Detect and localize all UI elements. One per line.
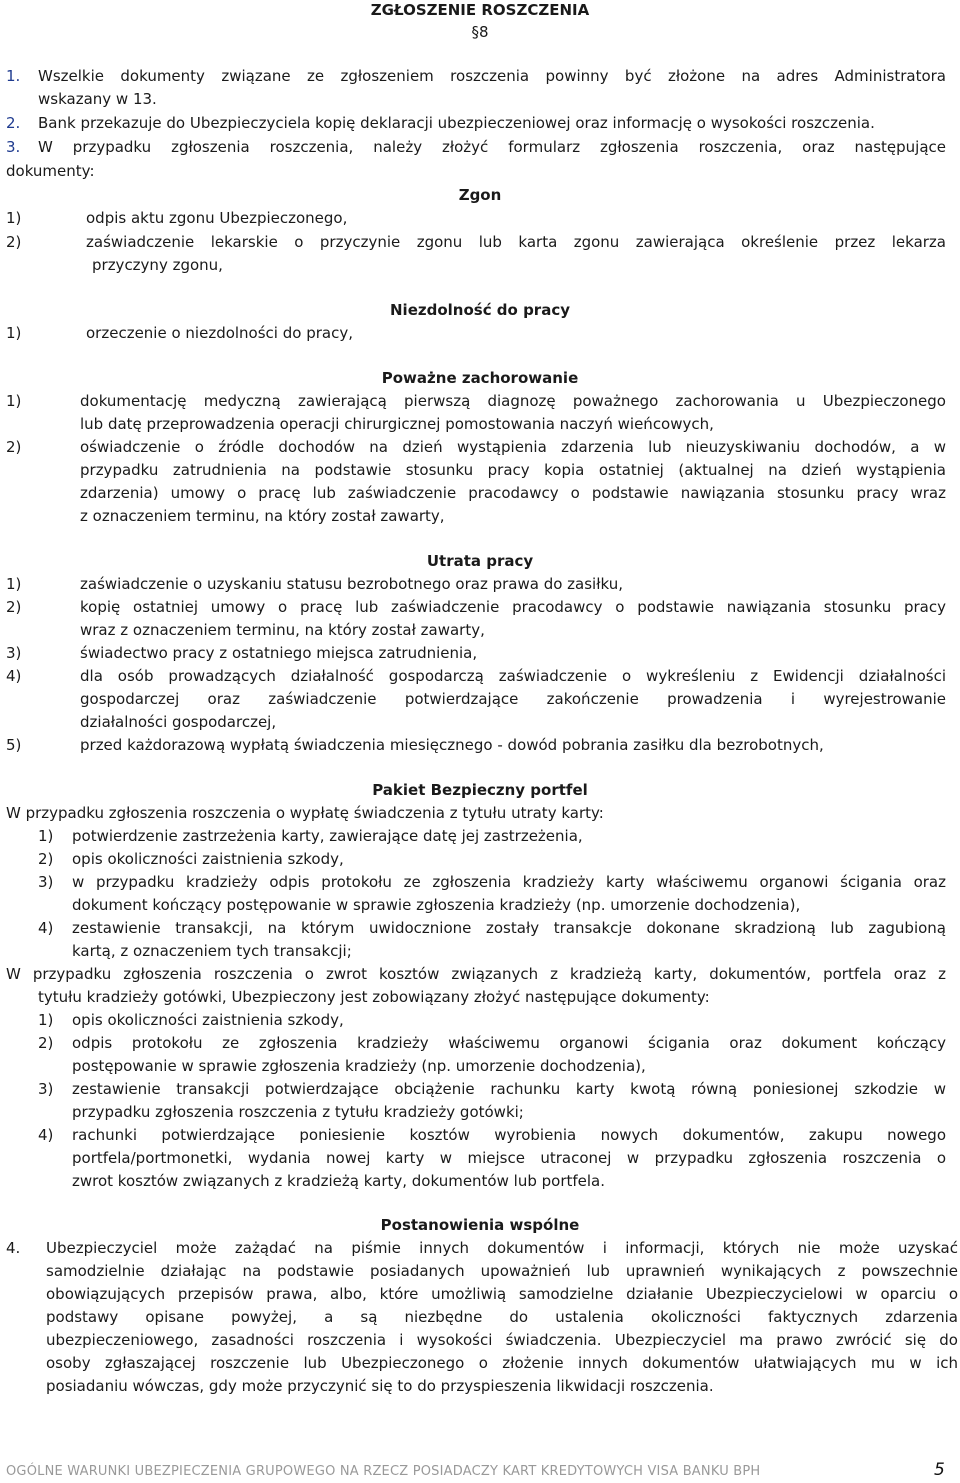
- list-item: odpis protokołu ze zgłoszenia kradzieży właściwemu organowi ścigania oraz dokument kończący: [72, 1034, 946, 1052]
- list-item: rachunki potwierdzające poniesienie kosztów wyrobienia nowych dokumentów, zakupu nowego: [72, 1126, 946, 1144]
- list-item: oświadczenie o źródle dochodów na dzień wystąpienia zdarzenia lub nieuzyskiwaniu dochodów, a w: [80, 438, 946, 456]
- list-item: zdarzenia) umowy o pracę lub zaświadczenie pracodawcy o podstawie nawiązania stosunku pracy wraz: [80, 484, 946, 502]
- item-number: 2): [6, 233, 22, 251]
- item-number: 1): [6, 209, 22, 227]
- item-number: 2): [6, 598, 22, 616]
- paragraph-line: dokumenty:: [6, 162, 95, 180]
- item-number: 2): [38, 1034, 54, 1052]
- list-item: zaświadczenie lekarskie o przyczynie zgonu lub karta zgonu zawierająca określenie przez lekarza: [86, 233, 946, 251]
- list-item: przypadku zatrudnienia na podstawie stosunku pracy kopia ostatniej (aktualnej na dzień wystąpienia: [80, 461, 946, 479]
- paragraph-line: obowiązujących przepisów prawa, albo, które umożliwią samodzielne działanie Ubezpieczycielowi w oparciu o: [46, 1285, 958, 1303]
- list-item: działalności gospodarczej,: [80, 713, 277, 731]
- list-item: postępowanie w sprawie zgłoszenia kradzieży (np. umorzenie dochodzenia),: [72, 1057, 646, 1075]
- document-title: ZGŁOSZENIE ROSZCZENIA: [370, 1, 590, 19]
- page-footer: OGÓLNE WARUNKI UBEZPIECZENIA GRUPOWEGO NA RZECZ POSIADACZY KART KREDYTOWYCH VISA BANKU BPH: [6, 1464, 761, 1479]
- section-heading: Poważne zachorowanie: [381, 369, 579, 387]
- list-item: przed każdorazową wypłatą świadczenia miesięcznego - dowód pobrania zasiłku dla bezrobotnych,: [80, 736, 824, 754]
- list-item: zwrot kosztów związanych z kradzieżą karty, dokumentów lub portfela.: [72, 1172, 605, 1190]
- item-number: 4): [6, 667, 22, 685]
- item-number: 2.: [6, 114, 21, 132]
- item-number: 4): [38, 1126, 54, 1144]
- paragraph-line: podstawy opisane powyżej, a są niezbędne do ustalenia okoliczności faktycznych zdarzenia: [46, 1308, 958, 1326]
- list-item: zestawienie transakcji potwierdzające obciążenie rachunku karty kwotą równą poniesionej szkodzie w: [72, 1080, 946, 1098]
- list-item: przypadku zgłoszenia roszczenia z tytułu kradzieży gotówki;: [72, 1103, 524, 1121]
- item-number: 2): [6, 438, 22, 456]
- item-number: 3): [38, 873, 54, 891]
- list-item: opis okoliczności zaistnienia szkody,: [72, 1011, 344, 1029]
- list-item: kartą, z oznaczeniem tych transakcji;: [72, 942, 352, 960]
- item-number: 1.: [6, 67, 21, 85]
- paragraph-line: tytułu kradzieży gotówki, Ubezpieczony jest zobowiązany złożyć następujące dokumenty:: [38, 988, 710, 1006]
- section-number: §8: [471, 23, 489, 41]
- paragraph-line: wskazany w 13.: [38, 90, 157, 108]
- paragraph-line: W przypadku zgłoszenia roszczenia, należy złożyć formularz zgłoszenia roszczenia, oraz następujące: [38, 138, 946, 156]
- item-number: 3): [38, 1080, 54, 1098]
- paragraph-line: posiadaniu wówczas, gdy może przyczynić się to do przyspieszenia likwidacji roszczenia.: [46, 1377, 714, 1395]
- section-heading: Utrata pracy: [426, 552, 534, 570]
- paragraph-line: osoby zgłaszającej roszczenie lub Ubezpieczonego o złożenie innych dokumentów ułatwiających mu w ich: [46, 1354, 958, 1372]
- item-number: 1): [38, 1011, 54, 1029]
- item-number: 5): [6, 736, 22, 754]
- list-item: dokumentację medyczną zawierającą pierwszą diagnozę poważnego zachorowania u Ubezpieczonego: [80, 392, 946, 410]
- list-item: opis okoliczności zaistnienia szkody,: [72, 850, 344, 868]
- list-item: z oznaczeniem terminu, na który został zawarty,: [80, 507, 445, 525]
- paragraph-line: W przypadku zgłoszenia roszczenia o zwrot kosztów związanych z kradzieżą karty, dokumentów, portfela oraz z: [6, 965, 946, 983]
- paragraph-line: W przypadku zgłoszenia roszczenia o wypłatę świadczenia z tytułu utraty karty:: [6, 804, 604, 822]
- item-number: 3): [6, 644, 22, 662]
- list-item: potwierdzenie zastrzeżenia karty, zawierające datę jej zastrzeżenia,: [72, 827, 583, 845]
- paragraph-line: ubezpieczeniowego, zasadności roszczenia i wysokości świadczenia. Ubezpieczyciel ma prawo zwrócić się do: [46, 1331, 958, 1349]
- paragraph-line: samodzielnie działając na podstawie posiadanych upoważnień lub uprawnień wynikających z powszechnie: [46, 1262, 958, 1280]
- section-heading: Postanowienia wspólne: [380, 1216, 580, 1234]
- list-item: w przypadku kradzieży odpis protokołu ze zgłoszenia kradzieży karty właściwemu organowi ścigania oraz: [72, 873, 946, 891]
- section-heading: Niezdolność do pracy: [390, 301, 570, 319]
- item-number: 4.: [6, 1239, 21, 1257]
- list-item: orzeczenie o niezdolności do pracy,: [86, 324, 353, 342]
- list-item: zaświadczenie o uzyskaniu statusu bezrobotnego oraz prawa do zasiłku,: [80, 575, 623, 593]
- item-number: 1): [6, 324, 22, 342]
- item-number: 1): [6, 392, 22, 410]
- list-item: lub datę przeprowadzenia operacji chirurgicznej pomostowania naczyń wieńcowych,: [80, 415, 714, 433]
- section-heading: Zgon: [458, 186, 502, 204]
- item-number: 1): [38, 827, 54, 845]
- list-item: portfela/portmonetki, wydania nowej karty w miejsce utraconej w przypadku zgłoszenia roszczenia o: [72, 1149, 946, 1167]
- paragraph-line: Wszelkie dokumenty związane ze zgłoszeniem roszczenia powinny być złożone na adres Administratora: [38, 67, 946, 85]
- list-item: przyczyny zgonu,: [92, 256, 223, 274]
- list-item: zestawienie transakcji, na którym uwidocznione zostały transakcje dokonane skradzioną lub zagubioną: [72, 919, 946, 937]
- page-number: 5: [934, 1460, 945, 1480]
- list-item: gospodarczej oraz zaświadczenie potwierdzające zakończenie prowadzenia i wyrejestrowanie: [80, 690, 946, 708]
- item-number: 4): [38, 919, 54, 937]
- list-item: kopię ostatniej umowy o pracę lub zaświadczenie pracodawcy o podstawie nawiązania stosunku pracy: [80, 598, 946, 616]
- list-item: odpis aktu zgonu Ubezpieczonego,: [86, 209, 348, 227]
- paragraph-line: Bank przekazuje do Ubezpieczyciela kopię deklaracji ubezpieczeniowej oraz informację o wysokości roszczenia.: [38, 114, 875, 132]
- section-heading: Pakiet Bezpieczny portfel: [372, 781, 588, 799]
- list-item: wraz z oznaczeniem terminu, na który został zawarty,: [80, 621, 485, 639]
- list-item: dla osób prowadzących działalność gospodarczą zaświadczenie o wykreśleniu z Ewidencji działalności: [80, 667, 946, 685]
- item-number: 2): [38, 850, 54, 868]
- item-number: 1): [6, 575, 22, 593]
- list-item: dokument kończący postępowanie w sprawie zgłoszenia kradzieży (np. umorzenie dochodzenia),: [72, 896, 801, 914]
- paragraph-line: Ubezpieczyciel może zażądać na piśmie innych dokumentów i informacji, których nie może uzyskać: [46, 1239, 958, 1257]
- list-item: świadectwo pracy z ostatniego miejsca zatrudnienia,: [80, 644, 478, 662]
- item-number: 3.: [6, 138, 21, 156]
